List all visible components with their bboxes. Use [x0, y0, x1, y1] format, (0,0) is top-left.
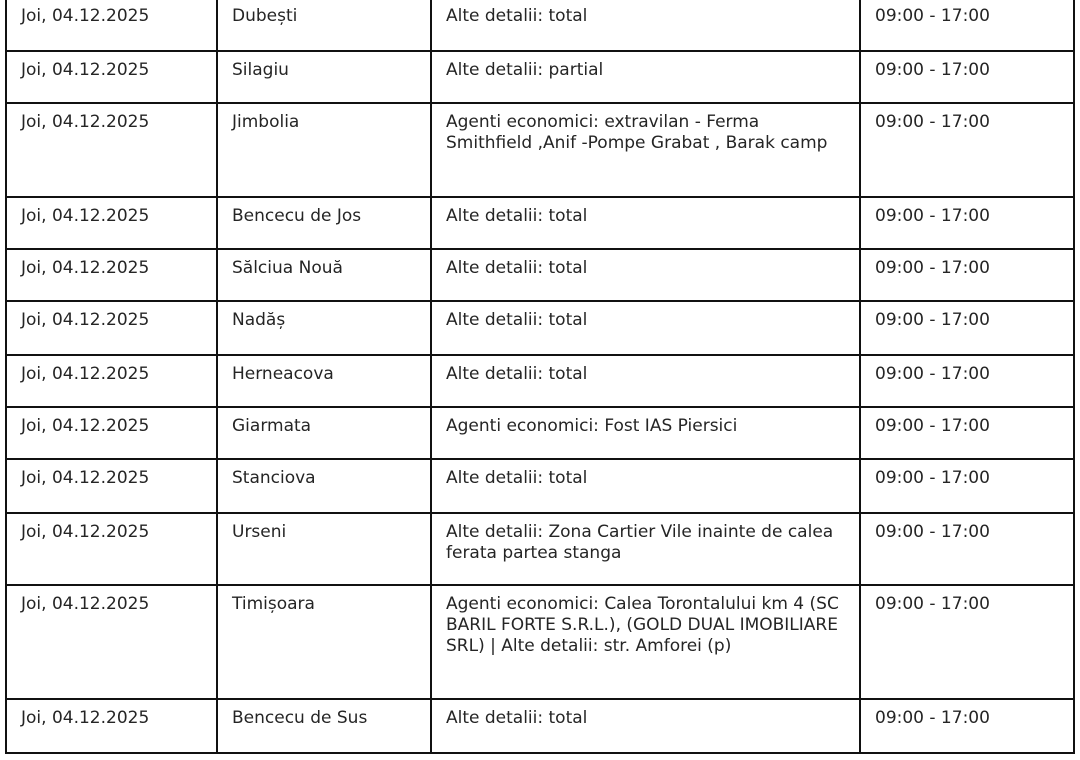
hours-cell: 09:00 - 17:00	[860, 301, 1074, 355]
date-cell: Joi, 04.12.2025	[6, 585, 217, 699]
hours-cell: 09:00 - 17:00	[860, 197, 1074, 249]
table-row	[6, 249, 1074, 301]
date-cell: Joi, 04.12.2025	[6, 459, 217, 513]
locality-cell: Giarmata	[217, 407, 431, 459]
date-cell: Joi, 04.12.2025	[6, 197, 217, 249]
details-cell: Alte detalii: Zona Cartier Vile inainte de calea ferata partea stanga	[431, 513, 860, 585]
details-cell: Alte detalii: total	[431, 355, 860, 407]
details-cell: Agenti economici: extravilan - Ferma Smithfield ,Anif -Pompe Grabat , Barak camp	[431, 103, 860, 197]
locality-cell: Jimbolia	[217, 103, 431, 197]
hours-cell: 09:00 - 17:00	[860, 249, 1074, 301]
date-cell: Joi, 04.12.2025	[6, 103, 217, 197]
hours-cell: 09:00 - 17:00	[860, 407, 1074, 459]
locality-cell: Herneacova	[217, 355, 431, 407]
locality-cell: Silagiu	[217, 51, 431, 103]
date-cell: Joi, 04.12.2025	[6, 513, 217, 585]
locality-cell: Bencecu de Sus	[217, 699, 431, 753]
locality-cell: Bencecu de Jos	[217, 197, 431, 249]
table-row	[6, 513, 1074, 585]
date-cell: Joi, 04.12.2025	[6, 51, 217, 103]
details-cell: Alte detalii: total	[431, 249, 860, 301]
table-row	[6, 197, 1074, 249]
locality-cell: Timișoara	[217, 585, 431, 699]
date-cell: Joi, 04.12.2025	[6, 407, 217, 459]
details-cell: Alte detalii: total	[431, 301, 860, 355]
details-cell: Alte detalii: total	[431, 197, 860, 249]
hours-cell: 09:00 - 17:00	[860, 0, 1074, 51]
date-cell: Joi, 04.12.2025	[6, 699, 217, 753]
table-row	[6, 103, 1074, 197]
details-cell: Agenti economici: Fost IAS Piersici	[431, 407, 860, 459]
hours-cell: 09:00 - 17:00	[860, 51, 1074, 103]
details-cell: Alte detalii: partial	[431, 51, 860, 103]
hours-cell: 09:00 - 17:00	[860, 355, 1074, 407]
table-row	[6, 407, 1074, 459]
locality-cell: Nadăș	[217, 301, 431, 355]
locality-cell: Urseni	[217, 513, 431, 585]
date-cell: Joi, 04.12.2025	[6, 249, 217, 301]
details-cell: Alte detalii: total	[431, 459, 860, 513]
table-row	[6, 585, 1074, 699]
hours-cell: 09:00 - 17:00	[860, 585, 1074, 699]
table-row	[6, 301, 1074, 355]
details-cell: Alte detalii: total	[431, 699, 860, 753]
table-row	[6, 51, 1074, 103]
table-row	[6, 355, 1074, 407]
date-cell: Joi, 04.12.2025	[6, 0, 217, 51]
date-cell: Joi, 04.12.2025	[6, 355, 217, 407]
locality-cell: Sălciua Nouă	[217, 249, 431, 301]
date-cell: Joi, 04.12.2025	[6, 301, 217, 355]
locality-cell: Stanciova	[217, 459, 431, 513]
details-cell: Alte detalii: total	[431, 0, 860, 51]
table-row	[6, 699, 1074, 753]
table-row	[6, 0, 1074, 51]
hours-cell: 09:00 - 17:00	[860, 699, 1074, 753]
hours-cell: 09:00 - 17:00	[860, 459, 1074, 513]
details-cell: Agenti economici: Calea Torontalului km 4 (SC BARIL FORTE S.R.L.), (GOLD DUAL IMOBILIARE SRL) | Alte detalii: str. Amforei (p)	[431, 585, 860, 699]
hours-cell: 09:00 - 17:00	[860, 513, 1074, 585]
table-row	[6, 459, 1074, 513]
hours-cell: 09:00 - 17:00	[860, 103, 1074, 197]
outage-schedule-table	[5, 0, 1075, 754]
locality-cell: Dubești	[217, 0, 431, 51]
